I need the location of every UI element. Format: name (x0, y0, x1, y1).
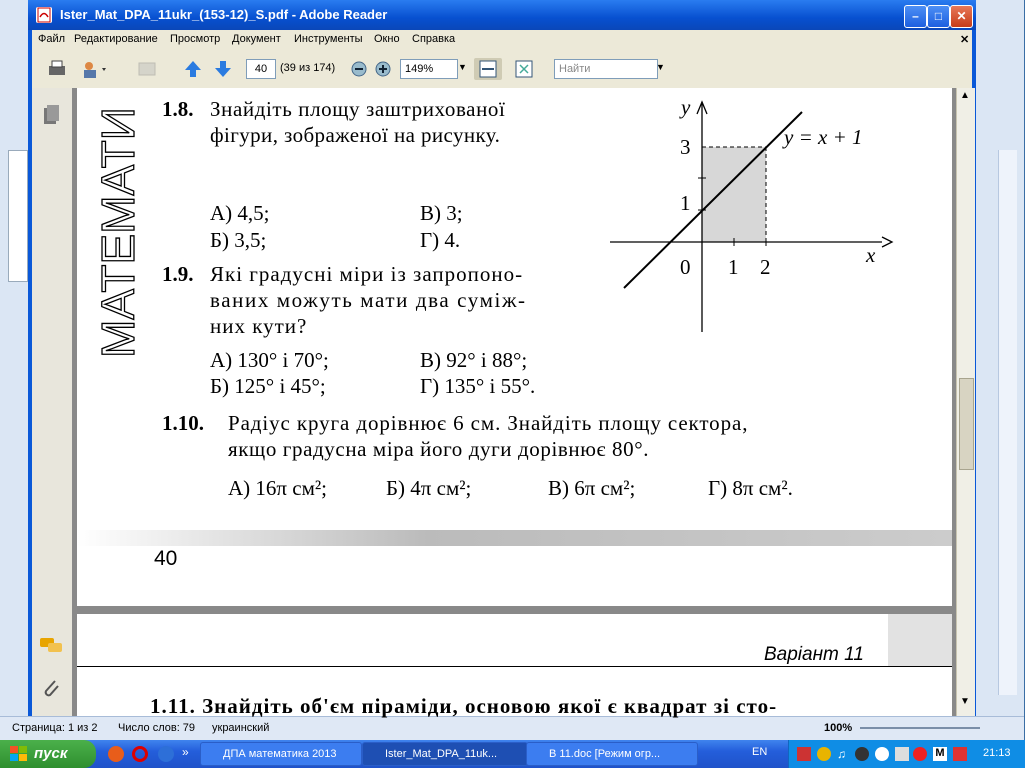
menu-document[interactable]: Документ (232, 33, 281, 45)
graph-figure (600, 92, 900, 342)
tray-tool-icon[interactable] (895, 747, 909, 761)
question-1-9-line1: Які градусні міри із запропоно- (210, 262, 524, 286)
word-count-status: Число слов: 79 (118, 722, 196, 734)
question-1-9-line2: ваних можуть мати два суміж- (210, 288, 527, 312)
pages-panel-icon[interactable] (42, 104, 60, 126)
question-1-10-line1: Радіус круга дорівнює 6 см. Знайдіть площу сектора, (228, 411, 749, 435)
y-axis-label: y (681, 95, 691, 119)
word-page-status: Страница: 1 из 2 (12, 722, 98, 734)
menu-help[interactable]: Справка (412, 33, 456, 45)
word-zoom-slider[interactable] (860, 727, 980, 729)
opera-quicklaunch-icon[interactable] (132, 746, 148, 762)
line-equation: y = x + 1 (784, 125, 863, 149)
answer-1-9-b[interactable]: Б) 125° і 45°; (210, 374, 326, 398)
email-icon[interactable] (136, 58, 158, 80)
firefox-quicklaunch-icon[interactable] (108, 746, 124, 762)
menu-bar (32, 30, 972, 50)
system-tray (788, 740, 1025, 768)
word-language-status: украинский (212, 722, 270, 734)
answer-1-10-a[interactable]: А) 16π см²; (228, 476, 328, 500)
question-1-10-line2: якщо градусна міра його дуги дорівнює 80°. (228, 437, 650, 461)
print-icon[interactable] (46, 58, 68, 80)
zoom-in-icon[interactable] (374, 58, 392, 80)
question-1-9-line3: них кути? (210, 314, 308, 338)
tray-misc-icon[interactable] (953, 747, 967, 761)
title-bar[interactable] (28, 0, 976, 30)
menu-file[interactable]: Файл (38, 33, 66, 45)
word-scrollbar[interactable] (998, 150, 1017, 695)
page-footer-bar (77, 530, 952, 546)
task-word-dpa[interactable]: ДПА математика 2013 (200, 742, 362, 766)
answer-1-8-b[interactable]: Б) 3,5; (210, 228, 267, 252)
quicklaunch-expand-icon[interactable]: » (182, 745, 189, 759)
tick-label-origin: 0 (680, 255, 691, 279)
word-zoom-status: 100% (824, 722, 853, 734)
task-word-doc[interactable]: В 11.doc [Режим огр... (526, 742, 698, 766)
tray-app-icon[interactable] (797, 747, 811, 761)
header-rule (77, 666, 952, 667)
answer-1-8-a[interactable]: А) 4,5; (210, 201, 270, 225)
answer-1-10-b[interactable]: Б) 4π см²; (386, 476, 472, 500)
next-page-icon[interactable] (212, 58, 234, 80)
side-label (92, 88, 144, 368)
menu-tools[interactable]: Инструменты (294, 33, 363, 45)
tray-m-icon[interactable]: M (933, 747, 947, 761)
side-label-text: МАТЕМАТИ (92, 107, 144, 358)
clock: 21:13 (983, 747, 1011, 759)
comments-panel-icon[interactable] (38, 634, 64, 656)
task-adobe-reader[interactable]: Ister_Mat_DPA_11uk... (362, 742, 528, 766)
menu-window[interactable]: Окно (374, 33, 400, 45)
zoom-out-icon[interactable] (350, 58, 368, 80)
menu-view[interactable]: Просмотр (170, 33, 221, 45)
tick-label-y3: 3 (680, 135, 691, 159)
vertical-scrollbar[interactable] (956, 88, 975, 716)
minimize-button[interactable]: – (904, 5, 927, 28)
tick-label-y1: 1 (680, 191, 691, 215)
answer-1-8-v[interactable]: В) 3; (420, 201, 463, 225)
fit-page-icon[interactable] (512, 58, 536, 80)
find-input[interactable]: Найти (554, 59, 658, 79)
pdf-app-icon (36, 7, 52, 23)
find-dropdown-icon[interactable]: ▼ (656, 62, 665, 72)
answer-1-10-g[interactable]: Г) 8π см². (708, 476, 793, 500)
tick-label-x2: 2 (760, 255, 771, 279)
page-number-input[interactable]: 40 (246, 59, 276, 79)
question-1-10-number: 1.10. (162, 411, 204, 435)
page-number: 40 (154, 547, 178, 570)
tray-clock-icon[interactable] (875, 747, 889, 761)
word-status-bar (0, 716, 1024, 741)
scroll-down-icon[interactable]: ▼ (960, 696, 970, 707)
x-axis-arrow (882, 237, 892, 247)
answer-1-9-a[interactable]: А) 130° і 70°; (210, 348, 329, 372)
tick-label-x1: 1 (728, 255, 739, 279)
close-document-icon[interactable]: ✕ (960, 34, 970, 46)
collaborate-icon[interactable] (80, 58, 110, 80)
ie-quicklaunch-icon[interactable] (158, 746, 174, 762)
menu-edit[interactable]: Редактирование (74, 33, 158, 45)
tray-shield-icon[interactable] (855, 747, 869, 761)
zoom-select[interactable]: 149% (400, 59, 458, 79)
windows-logo-icon (10, 746, 28, 762)
zoom-dropdown-icon[interactable]: ▼ (458, 62, 467, 72)
window-title: Ister_Mat_DPA_11ukr_(153-12)_S.pdf - Adobe Reader (60, 7, 388, 22)
start-label: пуск (34, 745, 68, 762)
page-count: (39 из 174) (280, 62, 336, 74)
tray-network-icon[interactable] (817, 747, 831, 761)
prev-page-icon[interactable] (182, 58, 204, 80)
close-button[interactable]: ✕ (950, 5, 973, 28)
attachments-panel-icon[interactable] (40, 676, 62, 700)
word-vertical-ruler (8, 150, 28, 282)
shaded-region (702, 147, 766, 242)
page-header-block (888, 614, 952, 666)
question-1-8-line2: фігури, зображеної на рисунку. (210, 123, 501, 147)
fit-width-icon[interactable] (474, 58, 502, 80)
language-indicator[interactable]: EN (752, 746, 768, 758)
question-1-11: 1.11. Знайдіть об'єм піраміди, основою якої є квадрат зі сто- (150, 694, 778, 718)
variant-label: Варіант 11 (764, 644, 864, 665)
question-1-8-line1: Знайдіть площу заштрихованої (210, 97, 506, 121)
answer-1-9-v[interactable]: В) 92° і 88°; (420, 348, 528, 372)
answer-1-8-g[interactable]: Г) 4. (420, 228, 461, 252)
tray-alert-icon[interactable] (913, 747, 927, 761)
question-1-9-number: 1.9. (162, 262, 194, 286)
start-button[interactable] (0, 740, 96, 768)
line-y-x-plus-1 (624, 112, 802, 288)
answer-1-9-g[interactable]: Г) 135° і 55°. (420, 374, 536, 398)
volume-icon[interactable]: ♫ (837, 747, 846, 761)
question-1-8-number: 1.8. (162, 97, 194, 121)
x-axis-label: x (866, 243, 876, 267)
scroll-up-icon[interactable]: ▲ (960, 90, 970, 101)
maximize-button[interactable]: □ (927, 5, 950, 28)
scrollbar-thumb[interactable] (959, 378, 974, 470)
navigation-pane (32, 88, 73, 716)
answer-1-10-v[interactable]: В) 6π см²; (548, 476, 636, 500)
toolbar (32, 50, 972, 89)
